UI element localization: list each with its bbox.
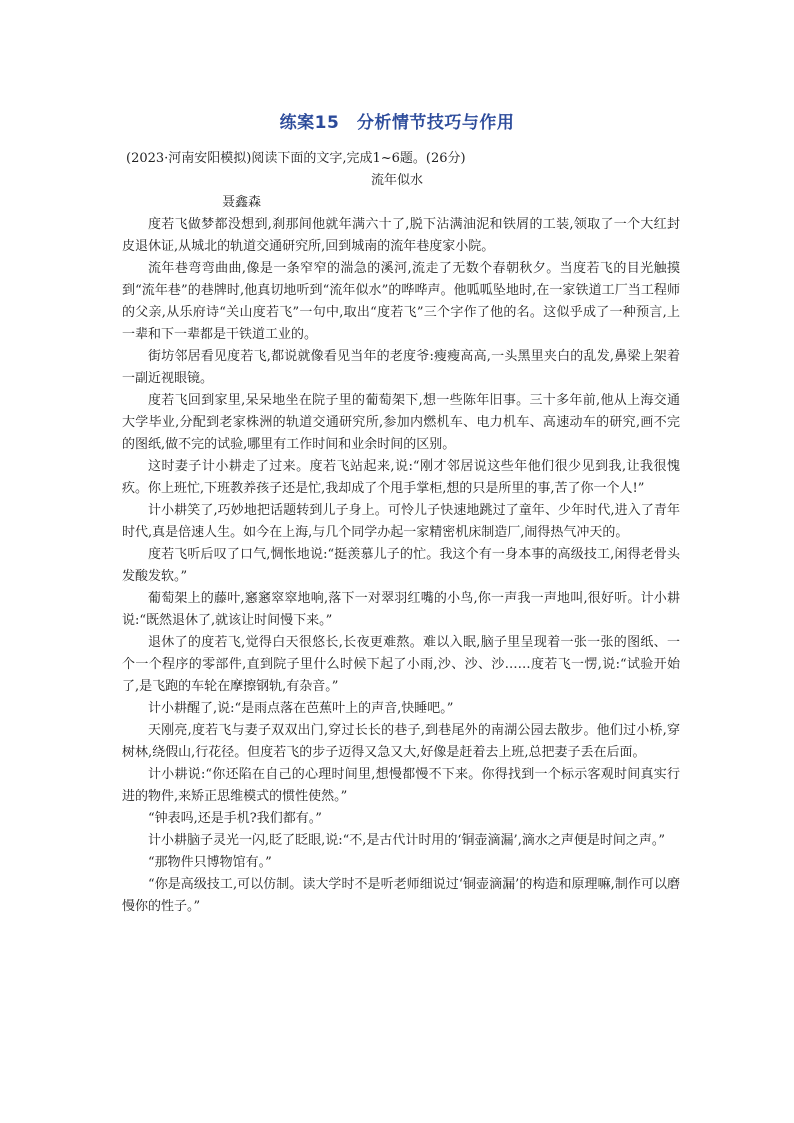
paragraph: 计小耕醒了,说:“是雨点落在芭蕉叶上的声音,快睡吧。” [148, 701, 454, 716]
paragraph: 度若飞回到家里,呆呆地坐在院子里的葡萄架下,想一些陈年旧事。三十多年前,他从上海交通大学毕业,分配到老家株洲的轨道交通研究所,参加内燃机车、电力机车、高速动车的研究,画不完的图纸,做不完的试验,哪里有工作时间和业余时间的区别。 [122, 393, 680, 452]
paragraph: 计小耕说:“你还陷在自己的心理时间里,想慢都慢不下来。你得找到一个标示客观时间真实行进的物件,来矫正思维模式的惯性使然。” [122, 767, 680, 804]
paragraph: 度若飞听后叹了口气,惆怅地说:“挺羡慕儿子的忙。我这个有一身本事的高级技工,闲得老骨头发酸发软。” [122, 547, 680, 584]
paragraph: 街坊邻居看见度若飞,都说就像看见当年的老度爷:瘦瘦高高,一头黑里夹白的乱发,鼻梁上架着一副近视眼镜。 [122, 349, 680, 386]
paragraph: “你是高级技工,可以仿制。读大学时不是听老师细说过‘铜壶滴漏’的构造和原理嘛,制作可以磨慢你的性子。” [122, 877, 680, 914]
paragraph: 天刚亮,度若飞与妻子双双出门,穿过长长的巷子,到巷尾外的南湖公园去散步。他们过小桥,穿树林,绕假山,行花径。但度若飞的步子迈得又急又大,好像是赶着去上班,总把妻子丢在后面。 [122, 723, 680, 760]
story-body [122, 214, 680, 918]
story-author: 聂鑫森 [222, 195, 262, 210]
paragraph: “那物件只博物馆有。” [148, 855, 272, 870]
paragraph: 流年巷弯弯曲曲,像是一条窄窄的湍急的溪河,流走了无数个春朝秋夕。当度若飞的目光触摸到“流年巷”的巷牌时,他真切地听到“流年似水”的哗哗声。他呱呱坠地时,在一家铁道工厂当工程师的父亲,从乐府诗“关山度若飞”一句中,取出“度若飞”三个字作了他的名。这似乎成了一种预言,上一辈和下一辈都是干铁道工业的。 [122, 261, 680, 342]
question-intro: (2023·河南安阳模拟)阅读下面的文字,完成1~6题。(26分) [126, 151, 466, 166]
paragraph: 这时妻子计小耕走了过来。度若飞站起来,说:“刚才邻居说这些年他们很少见到我,让我很愧疚。你上班忙,下班教养孩子还是忙,我却成了个甩手掌柜,想的只是所里的事,苦了你一个人!” [122, 459, 680, 496]
paragraph: “钟表吗,还是手机?我们都有。” [148, 811, 322, 826]
paragraph: 计小耕笑了,巧妙地把话题转到儿子身上。可怜儿子快速地跳过了童年、少年时代,进入了青年时代,真是倍速人生。如今在上海,与几个同学办起一家精密机床制造厂,闹得热气冲天的。 [122, 503, 680, 540]
paragraph: 度若飞做梦都没想到,刹那间他就年满六十了,脱下沾满油泥和铁屑的工装,领取了一个大红封皮退休证,从城北的轨道交通研究所,回到城南的流年巷度家小院。 [122, 217, 680, 254]
exercise-title: 练案15 分析情节技巧与作用 [279, 113, 515, 133]
paragraph: 计小耕脑子灵光一闪,眨了眨眼,说:“不,是古代计时用的‘铜壶滴漏’,滴水之声便是时间之声。” [148, 833, 665, 848]
paragraph: 葡萄架上的藤叶,窸窸窣窣地响,落下一对翠羽红嘴的小鸟,你一声我一声地叫,很好听。计小耕说:“既然退休了,就该让时间慢下来。” [122, 591, 680, 628]
story-title: 流年似水 [370, 173, 423, 188]
paragraph: 退休了的度若飞,觉得白天很悠长,长夜更难熬。难以入眠,脑子里呈现着一张一张的图纸、一个一个程序的零部件,直到院子里什么时候下起了小雨,沙、沙、沙……度若飞一愣,说:“试验开始了,是飞跑的车轮在摩擦钢轨,有杂音。” [122, 635, 680, 694]
